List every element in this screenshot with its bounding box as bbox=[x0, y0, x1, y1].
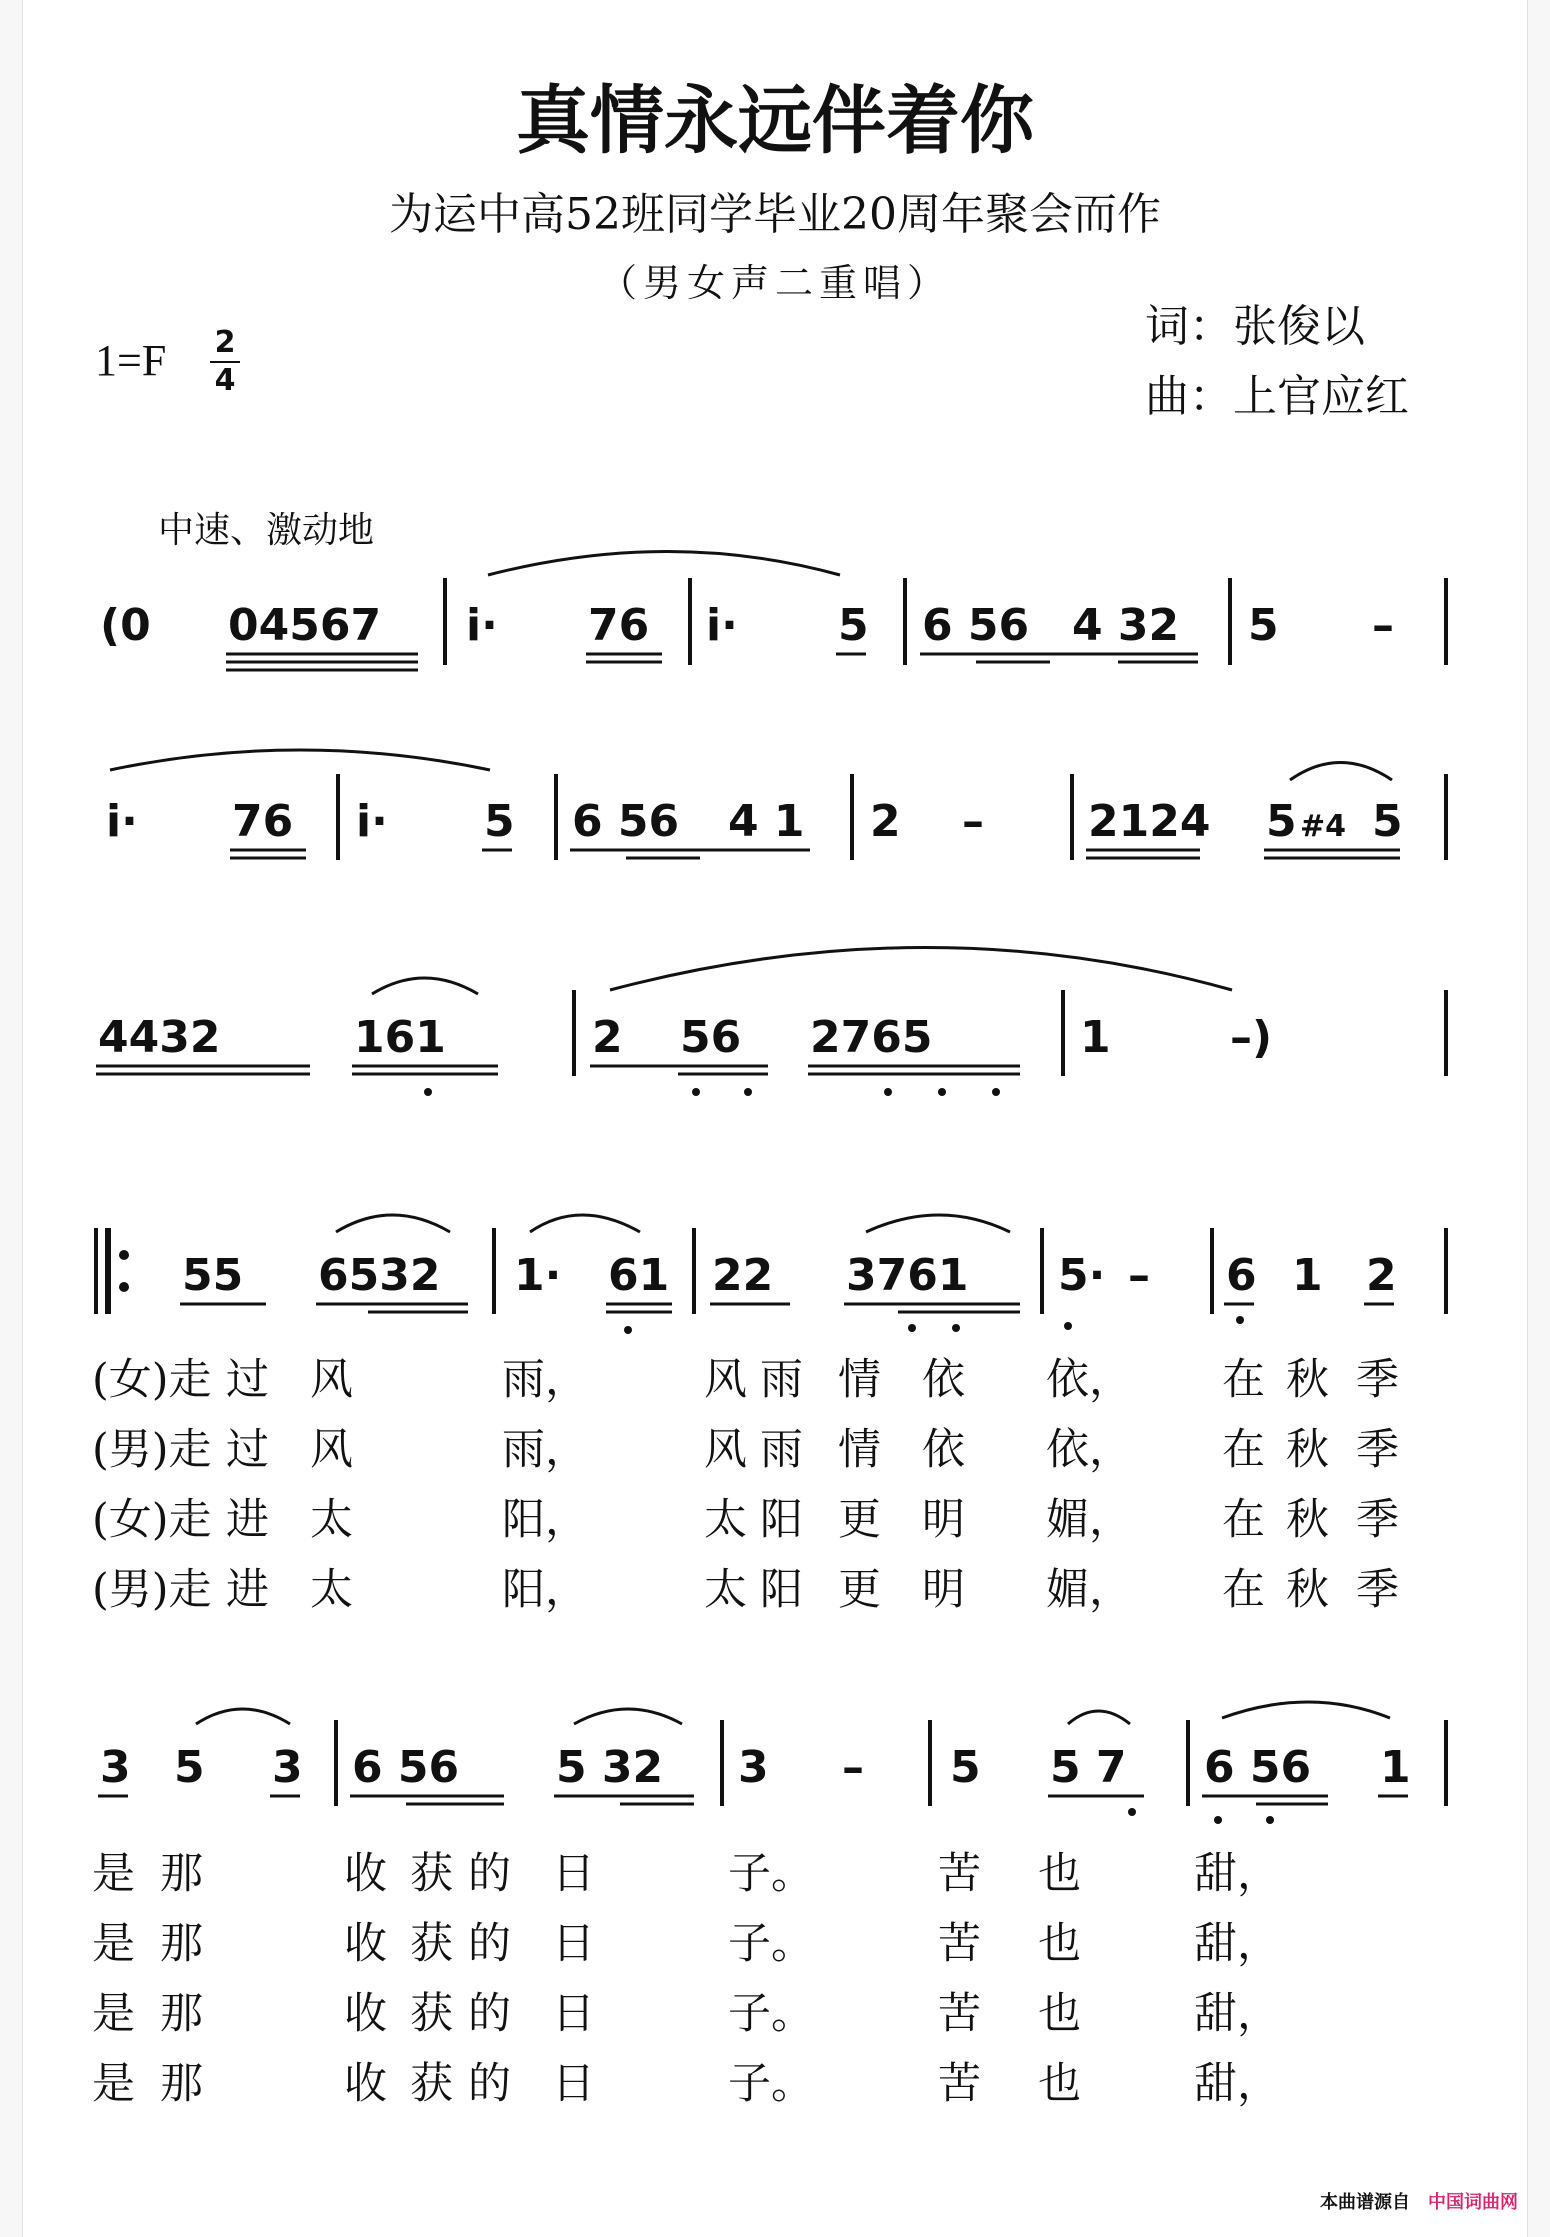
composer-credit: 曲：上官应红 bbox=[1145, 371, 1409, 422]
lyric-syllable: (男)走 bbox=[92, 1565, 212, 1615]
note: 1 bbox=[1080, 1012, 1111, 1063]
lyric-syllable: 媚， bbox=[1046, 1495, 1132, 1545]
lyric-syllable: 在 bbox=[1222, 1495, 1265, 1545]
lyric-syllable: 雨， bbox=[502, 1355, 588, 1405]
note: 3 bbox=[100, 1742, 131, 1793]
note: 2124 bbox=[1088, 796, 1211, 847]
lyric-syllable: 的 bbox=[468, 1849, 511, 1899]
note: – bbox=[1128, 1250, 1150, 1301]
lyric-syllable: 雨 bbox=[760, 1425, 803, 1475]
lyric-syllable: 更 bbox=[838, 1565, 881, 1615]
note: 1 bbox=[1380, 1742, 1411, 1793]
note: 3 bbox=[738, 1742, 769, 1793]
time-signature-bottom: 4 bbox=[214, 363, 236, 398]
lyric-syllable: 季 bbox=[1356, 1495, 1399, 1545]
lyric-syllable: 收 bbox=[344, 1989, 387, 2039]
lyric-syllable: 雨 bbox=[760, 1355, 803, 1405]
lyric-syllable: 日 bbox=[552, 1849, 595, 1899]
note: i· bbox=[466, 600, 498, 651]
note: 55 bbox=[182, 1250, 244, 1301]
note: 04567 bbox=[228, 600, 382, 651]
lyric-syllable: 那 bbox=[160, 1919, 203, 1969]
lyric-syllable: 收 bbox=[344, 2059, 387, 2109]
note: i· bbox=[706, 600, 738, 651]
note: 5 bbox=[950, 1742, 981, 1793]
lyric-syllable: 季 bbox=[1356, 1425, 1399, 1475]
lyric-syllable: 季 bbox=[1356, 1355, 1399, 1405]
note: 2 bbox=[1366, 1250, 1397, 1301]
lyric-syllable: 那 bbox=[160, 2059, 203, 2109]
lyric-syllable: 情 bbox=[838, 1355, 881, 1405]
lyric-syllable: 进 bbox=[226, 1565, 269, 1615]
note: 61 bbox=[608, 1250, 670, 1301]
lyric-syllable: (女)走 bbox=[92, 1495, 212, 1545]
note: 2 bbox=[592, 1012, 623, 1063]
lyric-syllable: 子。 bbox=[728, 1989, 814, 2039]
lyric-syllable: 风 bbox=[310, 1355, 353, 1405]
note: (0 bbox=[100, 600, 151, 651]
note: 4 1 bbox=[728, 796, 805, 847]
lyric-syllable: 日 bbox=[552, 2059, 595, 2109]
lyric-syllable: 也 bbox=[1038, 1849, 1081, 1899]
lyric-syllable: 秋 bbox=[1286, 1565, 1329, 1615]
lyric-syllable: 太 bbox=[310, 1495, 353, 1545]
score-line-2 bbox=[106, 750, 1446, 860]
lyric-syllable: 收 bbox=[344, 1849, 387, 1899]
lyric-syllable: 获 bbox=[410, 1989, 453, 2039]
lyric-syllable: 依 bbox=[922, 1355, 965, 1405]
note: 6 bbox=[1226, 1250, 1257, 1301]
score-line-1 bbox=[100, 552, 1446, 671]
note: – bbox=[1372, 600, 1394, 651]
note: 76 bbox=[588, 600, 650, 651]
note: 5 bbox=[1248, 600, 1279, 651]
lyric-syllable: 的 bbox=[468, 2059, 511, 2109]
lyric-syllable: 在 bbox=[1222, 1355, 1265, 1405]
footer-source-label: 本曲谱源自 bbox=[1320, 2192, 1410, 2213]
lyric-syllable: 依， bbox=[1046, 1425, 1132, 1475]
note: 76 bbox=[232, 796, 294, 847]
lyric-syllable: 依 bbox=[922, 1425, 965, 1475]
key-signature: 1=F bbox=[95, 336, 167, 385]
lyric-syllable: 阳 bbox=[760, 1565, 803, 1615]
lyric-syllable: 雨， bbox=[502, 1425, 588, 1475]
lyric-syllable: 获 bbox=[410, 1849, 453, 1899]
note: 2765 bbox=[810, 1012, 933, 1063]
lyric-syllable: 太 bbox=[704, 1565, 747, 1615]
lyric-syllable: 风 bbox=[310, 1425, 353, 1475]
lyric-syllable: 的 bbox=[468, 1989, 511, 2039]
note: 5· bbox=[1058, 1250, 1106, 1301]
lyric-syllable: 获 bbox=[410, 2059, 453, 2109]
note: 5 bbox=[1372, 796, 1403, 847]
note: 56 bbox=[680, 1012, 742, 1063]
lyric-syllable: 是 bbox=[92, 1849, 135, 1899]
lyric-syllable: 甜， bbox=[1194, 1989, 1280, 2039]
score-line-3 bbox=[96, 948, 1446, 1097]
note: 2 bbox=[870, 796, 901, 847]
note: 6 56 bbox=[1204, 1742, 1312, 1793]
lyric-syllable: 风 bbox=[704, 1425, 747, 1475]
lyric-syllable: 进 bbox=[226, 1495, 269, 1545]
note: 5 7 bbox=[1050, 1742, 1127, 1793]
lyric-syllable: 苦 bbox=[938, 1989, 981, 2039]
note: i· bbox=[356, 796, 388, 847]
lyric-syllable: 苦 bbox=[938, 2059, 981, 2109]
lyric-syllable: 风 bbox=[704, 1355, 747, 1405]
lyric-syllable: 日 bbox=[552, 1989, 595, 2039]
note: 1· bbox=[514, 1250, 562, 1301]
lyric-syllable: 甜， bbox=[1194, 1849, 1280, 1899]
note: 1 bbox=[1292, 1250, 1323, 1301]
note: 5 bbox=[174, 1742, 205, 1793]
score-line-5 bbox=[98, 1702, 1446, 1824]
lyric-syllable: 秋 bbox=[1286, 1495, 1329, 1545]
lyric-syllable: 秋 bbox=[1286, 1425, 1329, 1475]
note: 5 bbox=[484, 796, 515, 847]
lyric-syllable: 太 bbox=[704, 1495, 747, 1545]
note: 6532 bbox=[318, 1250, 441, 1301]
lyric-syllable: 也 bbox=[1038, 1989, 1081, 2039]
note: 22 bbox=[712, 1250, 774, 1301]
lyric-syllable: 那 bbox=[160, 1849, 203, 1899]
lyric-syllable: 过 bbox=[226, 1355, 269, 1405]
time-signature-top: 2 bbox=[214, 325, 236, 360]
lyric-syllable: 秋 bbox=[1286, 1355, 1329, 1405]
lyric-syllable: 更 bbox=[838, 1495, 881, 1545]
note: 3761 bbox=[846, 1250, 969, 1301]
lyric-syllable: 过 bbox=[226, 1425, 269, 1475]
lyricist-credit: 词：张俊以 bbox=[1145, 301, 1365, 352]
voicing-label: （男女声二重唱） bbox=[598, 261, 951, 305]
lyric-syllable: 子。 bbox=[728, 1919, 814, 1969]
note: 5 bbox=[838, 600, 869, 651]
tempo-marking: 中速、激动地 bbox=[158, 510, 375, 551]
lyric-syllable: 依， bbox=[1046, 1355, 1132, 1405]
note: i· bbox=[106, 796, 138, 847]
lyric-syllable: 季 bbox=[1356, 1565, 1399, 1615]
lyric-syllable: 收 bbox=[344, 1919, 387, 1969]
lyric-syllable: 甜， bbox=[1194, 1919, 1280, 1969]
lyric-syllable: 日 bbox=[552, 1919, 595, 1969]
lyric-syllable: 在 bbox=[1222, 1425, 1265, 1475]
note: – bbox=[842, 1742, 864, 1793]
lyric-syllable: 是 bbox=[92, 1919, 135, 1969]
note: – bbox=[962, 796, 984, 847]
lyric-syllable: 在 bbox=[1222, 1565, 1265, 1615]
score-line-4 bbox=[96, 1215, 1446, 1334]
lyric-syllable: 获 bbox=[410, 1919, 453, 1969]
lyric-syllable: (男)走 bbox=[92, 1425, 212, 1475]
lyric-syllable: 苦 bbox=[938, 1919, 981, 1969]
note: 6 56 bbox=[922, 600, 1030, 651]
lyric-syllable: 太 bbox=[310, 1565, 353, 1615]
lyric-syllable: 是 bbox=[92, 1989, 135, 2039]
lyric-syllable: 也 bbox=[1038, 2059, 1081, 2109]
lyric-syllable: 的 bbox=[468, 1919, 511, 1969]
note: 4432 bbox=[98, 1012, 221, 1063]
note: 6 56 bbox=[572, 796, 680, 847]
note: 5 bbox=[1266, 796, 1297, 847]
note: –) bbox=[1230, 1012, 1273, 1063]
note: 4 32 bbox=[1072, 600, 1180, 651]
note: 161 bbox=[354, 1012, 446, 1063]
lyric-syllable: 媚， bbox=[1046, 1565, 1132, 1615]
lyric-syllable: 子。 bbox=[728, 2059, 814, 2109]
footer-site-link[interactable]: 中国词曲网 bbox=[1428, 2192, 1518, 2213]
note: #4 bbox=[1300, 809, 1347, 844]
lyric-syllable: (女)走 bbox=[92, 1355, 212, 1405]
lyric-syllable: 也 bbox=[1038, 1919, 1081, 1969]
lyric-syllable: 明 bbox=[922, 1495, 965, 1545]
lyric-syllable: 子。 bbox=[728, 1849, 814, 1899]
lyric-syllable: 阳， bbox=[502, 1565, 588, 1615]
note: 3 bbox=[272, 1742, 303, 1793]
lyric-syllable: 阳 bbox=[760, 1495, 803, 1545]
lyric-syllable: 苦 bbox=[938, 1849, 981, 1899]
lyric-syllable: 情 bbox=[838, 1425, 881, 1475]
note: 6 56 bbox=[352, 1742, 460, 1793]
lyric-syllable: 明 bbox=[922, 1565, 965, 1615]
song-title: 真情永远伴着你 bbox=[516, 78, 1034, 164]
lyric-syllable: 那 bbox=[160, 1989, 203, 2039]
lyric-syllable: 阳， bbox=[502, 1495, 588, 1545]
lyric-syllable: 甜， bbox=[1194, 2059, 1280, 2109]
note: 5 32 bbox=[556, 1742, 664, 1793]
lyric-syllable: 是 bbox=[92, 2059, 135, 2109]
song-subtitle: 为运中高52班同学毕业20周年聚会而作 bbox=[389, 189, 1161, 240]
